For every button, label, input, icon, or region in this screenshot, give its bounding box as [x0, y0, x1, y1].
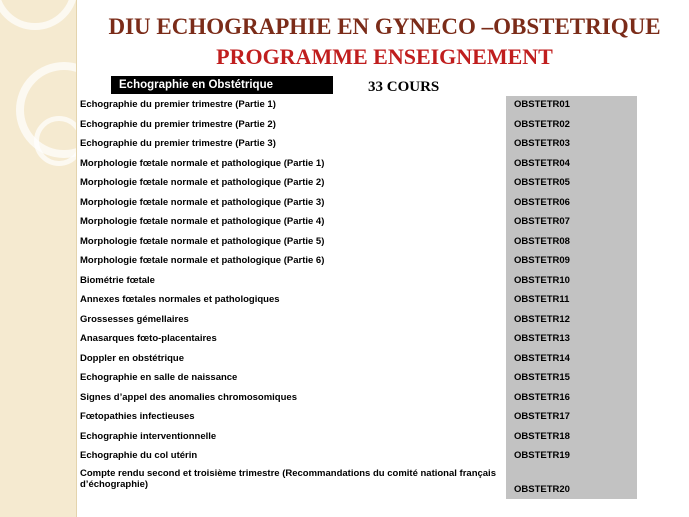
table-row: [80, 447, 637, 467]
course-name: Echographie en salle de naissance: [80, 372, 238, 383]
course-code: OBSTETR01: [514, 99, 570, 110]
course-name: Echographie du premier trimestre (Partie 3): [80, 138, 276, 149]
course-code: OBSTETR07: [514, 216, 570, 227]
section-label: Echographie en Obstétrique: [111, 76, 333, 94]
course-code: OBSTETR19: [514, 450, 570, 461]
course-code: OBSTETR12: [514, 313, 570, 325]
course-name: Echographie du premier trimestre (Partie 1): [80, 99, 276, 110]
course-name: Doppler en obstétrique: [80, 352, 184, 364]
slide-subtitle: PROGRAMME ENSEIGNEMENT: [216, 44, 553, 69]
table-row: [80, 233, 637, 253]
course-code: OBSTETR20: [514, 483, 570, 495]
course-count: 33 COURS: [368, 79, 440, 95]
table-row: [80, 291, 637, 311]
table-row: [80, 96, 637, 116]
table-row: [80, 408, 637, 428]
course-code: OBSTETR10: [514, 274, 570, 286]
course-name: Signes d’appel des anomalies chromosomiques: [80, 391, 297, 403]
course-name: Morphologie fœtale normale et pathologique (Partie 5): [80, 235, 325, 247]
course-name: Morphologie fœtale normale et pathologique (Partie 1): [80, 157, 325, 169]
table-row: [80, 428, 637, 448]
course-code: OBSTETR15: [514, 372, 570, 383]
course-name: Fœtopathies infectieuses: [80, 411, 195, 422]
course-name: Morphologie fœtale normale et pathologique (Partie 2): [80, 177, 325, 188]
course-name: Compte rendu second et troisième trimestre (Recommandations du comité national français d’échographie): [80, 467, 496, 490]
course-code: OBSTETR08: [514, 235, 570, 247]
table-row: [80, 330, 637, 350]
course-name: Echographie du col utérin: [80, 450, 198, 461]
table-row: [80, 311, 637, 331]
course-name: Biométrie fœtale: [80, 274, 155, 286]
course-code: OBSTETR04: [514, 157, 570, 169]
decorative-ring: [0, 0, 78, 30]
course-name: Morphologie fœtale normale et pathologique (Partie 4): [80, 216, 325, 227]
course-name: Echographie du premier trimestre (Partie 2): [80, 118, 276, 130]
course-name: Morphologie fœtale normale et pathologique (Partie 6): [80, 255, 325, 266]
table-row: [80, 467, 637, 501]
table-row: [80, 194, 637, 214]
course-name: Grossesses gémellaires: [80, 313, 189, 325]
course-code: OBSTETR17: [514, 411, 570, 422]
course-name: Echographie interventionnelle: [80, 430, 217, 442]
course-name: Annexes fœtales normales et pathologiques: [80, 294, 280, 305]
course-name: Morphologie fœtale normale et pathologique (Partie 3): [80, 196, 325, 208]
course-code: OBSTETR13: [514, 333, 570, 344]
table-row: [80, 116, 637, 136]
course-code: OBSTETR09: [514, 255, 570, 266]
slide-title: DIU ECHOGRAPHIE EN GYNECO –OBSTETRIQUE: [108, 14, 661, 39]
course-code: OBSTETR14: [514, 352, 570, 364]
course-code: OBSTETR16: [514, 391, 570, 403]
table-row: [80, 252, 637, 272]
table-row: [80, 155, 637, 175]
table-row: [80, 350, 637, 370]
table-row: [80, 389, 637, 409]
course-code: OBSTETR11: [514, 294, 570, 305]
course-code: OBSTETR18: [514, 430, 570, 442]
course-code: OBSTETR03: [514, 138, 570, 149]
course-name: Anasarques fœto-placentaires: [80, 333, 217, 344]
decorative-divider: [76, 0, 77, 517]
table-row: [80, 272, 637, 292]
table-row: [80, 213, 637, 233]
course-code: OBSTETR02: [514, 118, 570, 130]
course-table: [80, 96, 637, 501]
table-row: [80, 174, 637, 194]
course-code: OBSTETR06: [514, 196, 570, 208]
decorative-side-band: [0, 0, 76, 517]
table-row: [80, 369, 637, 389]
table-row: [80, 135, 637, 155]
course-code: OBSTETR05: [514, 177, 570, 188]
